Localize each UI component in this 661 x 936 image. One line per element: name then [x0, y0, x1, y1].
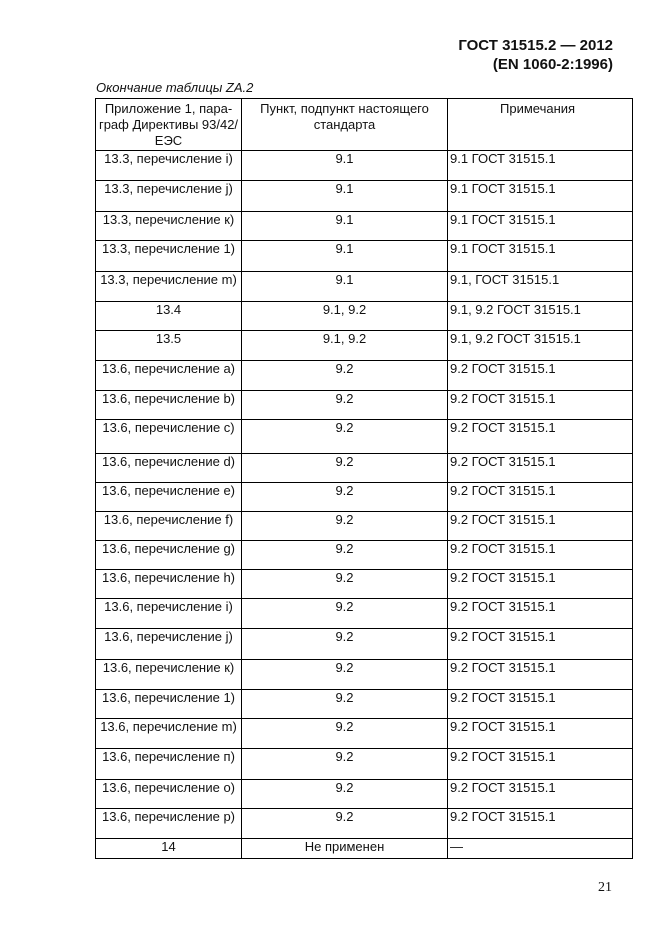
directive-cell: 13.3, перечисление 1) — [96, 241, 242, 272]
directive-cell: 13.6, перечисление i) — [96, 599, 242, 629]
table-body — [96, 151, 633, 859]
notes-cell: 9.1 ГОСТ 31515.1 — [448, 212, 633, 241]
notes-cell: 9.2 ГОСТ 31515.1 — [448, 391, 633, 420]
table-row — [96, 690, 633, 719]
table-row — [96, 512, 633, 541]
notes-cell: 9.1, ГОСТ 31515.1 — [448, 272, 633, 302]
table-row — [96, 212, 633, 241]
clause-cell: 9.1 — [242, 181, 448, 212]
clause-cell: 9.2 — [242, 690, 448, 719]
notes-cell: 9.2 ГОСТ 31515.1 — [448, 541, 633, 570]
notes-cell: 9.2 ГОСТ 31515.1 — [448, 719, 633, 749]
table-row — [96, 361, 633, 391]
directive-cell: 13.6, перечисление m) — [96, 719, 242, 749]
clause-cell: Не применен — [242, 839, 448, 859]
clause-cell: 9.2 — [242, 361, 448, 391]
notes-cell: 9.2 ГОСТ 31515.1 — [448, 749, 633, 780]
clause-cell: 9.2 — [242, 512, 448, 541]
notes-cell: 9.2 ГОСТ 31515.1 — [448, 599, 633, 629]
table-row — [96, 839, 633, 859]
page-number: 21 — [598, 880, 612, 895]
clause-cell: 9.2 — [242, 749, 448, 780]
clause-cell: 9.2 — [242, 483, 448, 512]
column-header-directive: Приложение 1, пара- граф Директивы 93/42/ЕЭС — [96, 99, 242, 151]
notes-cell: 9.2 ГОСТ 31515.1 — [448, 420, 633, 454]
table-row — [96, 272, 633, 302]
table-row — [96, 302, 633, 331]
clause-cell: 9.2 — [242, 660, 448, 690]
clause-cell: 9.2 — [242, 454, 448, 483]
table-row — [96, 541, 633, 570]
notes-cell: — — [448, 839, 633, 859]
clause-cell: 9.2 — [242, 420, 448, 454]
clause-cell: 9.1 — [242, 151, 448, 181]
table-row — [96, 719, 633, 749]
notes-cell: 9.2 ГОСТ 31515.1 — [448, 809, 633, 839]
standard-equivalent: (EN 1060-2:1996) — [492, 56, 613, 73]
notes-cell: 9.1, 9.2 ГОСТ 31515.1 — [448, 302, 633, 331]
table-row — [96, 483, 633, 512]
notes-cell: 9.1 ГОСТ 31515.1 — [448, 241, 633, 272]
table-caption: Окончание таблицы ZA.2 — [96, 80, 254, 95]
clause-cell: 9.2 — [242, 570, 448, 599]
directive-cell: 13.6, перечисление р) — [96, 809, 242, 839]
directive-cell: 13.6, перечисление о) — [96, 780, 242, 809]
clause-cell: 9.1, 9.2 — [242, 331, 448, 361]
directive-cell: 13.6, перечисление а) — [96, 361, 242, 391]
table-row — [96, 749, 633, 780]
directive-cell: 13.6, перечисление d) — [96, 454, 242, 483]
clause-cell: 9.1 — [242, 212, 448, 241]
directive-cell: 13.6, перечисление h) — [96, 570, 242, 599]
directive-cell: 13.6, перечисление f) — [96, 512, 242, 541]
clause-cell: 9.2 — [242, 391, 448, 420]
clause-cell: 9.1 — [242, 241, 448, 272]
clause-cell: 9.2 — [242, 780, 448, 809]
directive-cell: 13.6, перечисление е) — [96, 483, 242, 512]
notes-cell: 9.1 ГОСТ 31515.1 — [448, 151, 633, 181]
directive-cell: 13.4 — [96, 302, 242, 331]
table-row — [96, 570, 633, 599]
notes-cell: 9.2 ГОСТ 31515.1 — [448, 483, 633, 512]
clause-cell: 9.2 — [242, 809, 448, 839]
notes-cell: 9.2 ГОСТ 31515.1 — [448, 512, 633, 541]
table-row — [96, 151, 633, 181]
directive-cell: 13.6, перечисление j) — [96, 629, 242, 660]
notes-cell: 9.1, 9.2 ГОСТ 31515.1 — [448, 331, 633, 361]
clause-cell: 9.1, 9.2 — [242, 302, 448, 331]
table-row — [96, 420, 633, 454]
directive-cell: 13.3, перечисление j) — [96, 181, 242, 212]
table-row — [96, 454, 633, 483]
table-header-row — [96, 99, 633, 151]
directive-cell: 13.6, перечисление к) — [96, 660, 242, 690]
clause-cell: 9.2 — [242, 599, 448, 629]
directive-cell: 13.6, перечисление g) — [96, 541, 242, 570]
column-header-clause: Пункт, подпункт настоящего стандарта — [242, 99, 448, 151]
directive-cell: 13.6, перечисление п) — [96, 749, 242, 780]
notes-cell: 9.2 ГОСТ 31515.1 — [448, 780, 633, 809]
table-row — [96, 181, 633, 212]
table-row — [96, 809, 633, 839]
clause-cell: 9.2 — [242, 629, 448, 660]
standard-number: ГОСТ 31515.2 — 2012 — [458, 37, 613, 54]
directive-cell: 14 — [96, 839, 242, 859]
notes-cell: 9.2 ГОСТ 31515.1 — [448, 361, 633, 391]
directive-cell: 13.6, перечисление с) — [96, 420, 242, 454]
table-row — [96, 780, 633, 809]
notes-cell: 9.2 ГОСТ 31515.1 — [448, 454, 633, 483]
notes-cell: 9.1 ГОСТ 31515.1 — [448, 181, 633, 212]
directive-cell: 13.3, перечисление m) — [96, 272, 242, 302]
directive-cell: 13.6, перечисление b) — [96, 391, 242, 420]
table-row — [96, 241, 633, 272]
table-row — [96, 660, 633, 690]
directive-cell: 13.3, перечисление к) — [96, 212, 242, 241]
clause-cell: 9.2 — [242, 541, 448, 570]
notes-cell: 9.2 ГОСТ 31515.1 — [448, 629, 633, 660]
notes-cell: 9.2 ГОСТ 31515.1 — [448, 660, 633, 690]
table-row — [96, 331, 633, 361]
directive-cell: 13.3, перечисление i) — [96, 151, 242, 181]
directive-cell: 13.5 — [96, 331, 242, 361]
directive-cell: 13.6, перечисление 1) — [96, 690, 242, 719]
table-row — [96, 629, 633, 660]
clause-cell: 9.2 — [242, 719, 448, 749]
column-header-notes: Примечания — [448, 99, 633, 151]
clause-cell: 9.1 — [242, 272, 448, 302]
document-header — [458, 36, 613, 74]
correspondence-table — [95, 98, 633, 859]
notes-cell: 9.2 ГОСТ 31515.1 — [448, 570, 633, 599]
table-row — [96, 599, 633, 629]
notes-cell: 9.2 ГОСТ 31515.1 — [448, 690, 633, 719]
table-row — [96, 391, 633, 420]
